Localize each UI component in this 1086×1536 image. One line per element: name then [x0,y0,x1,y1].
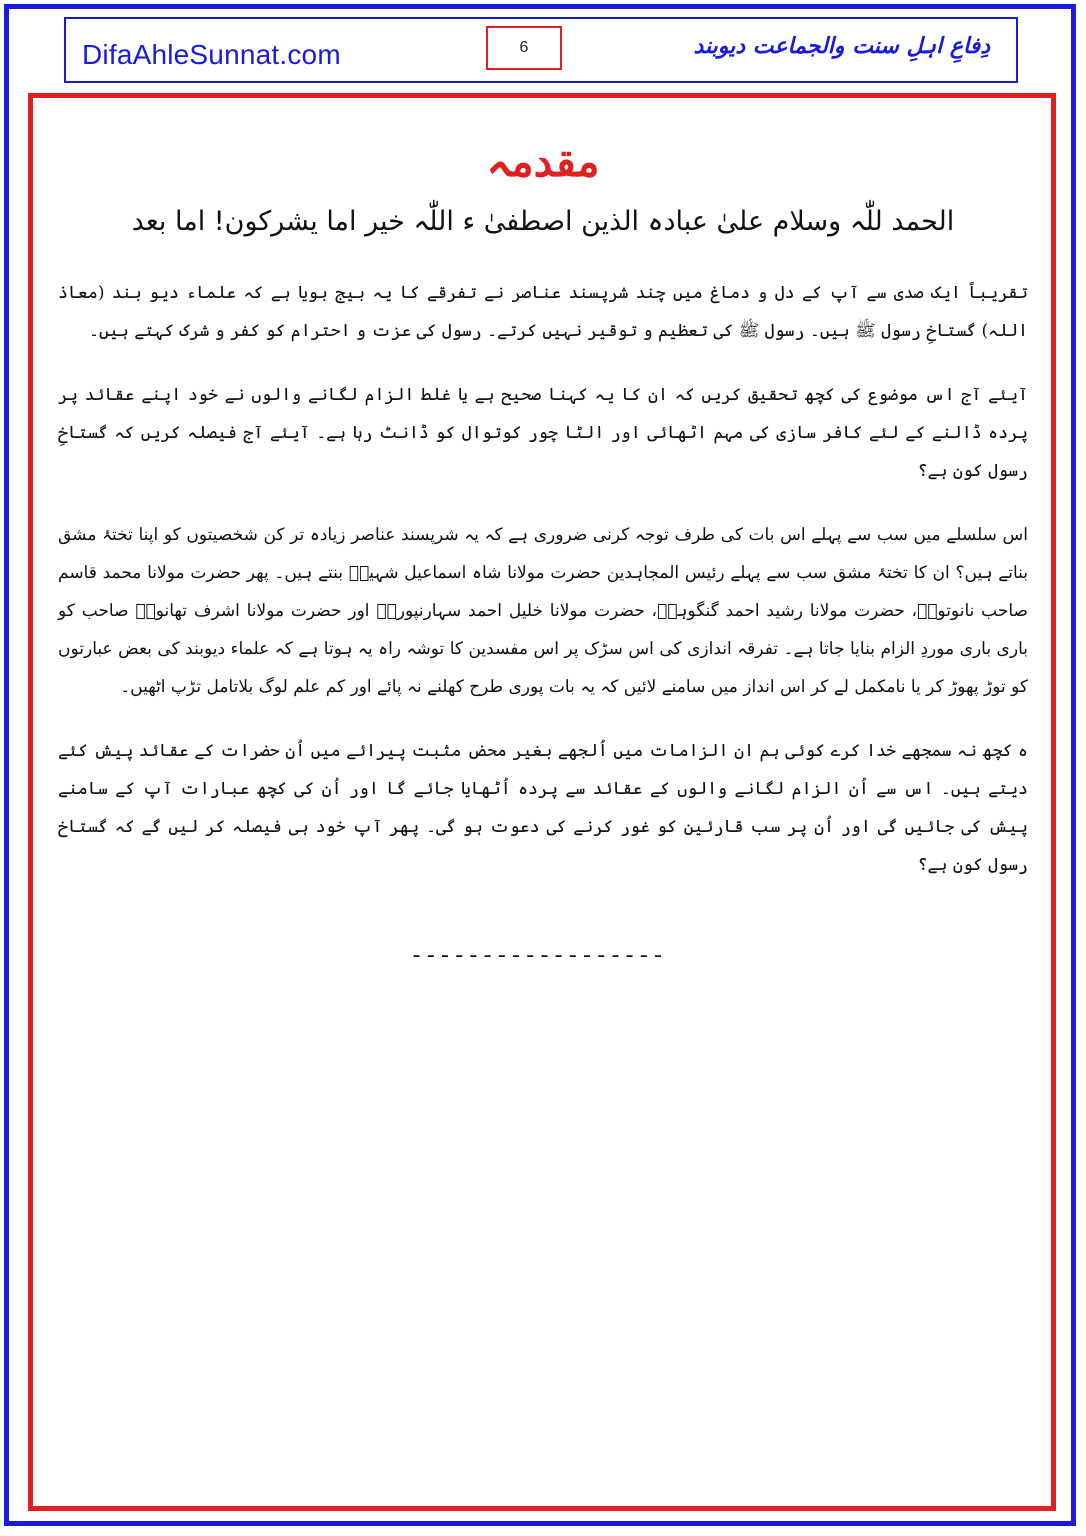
article-body [58,120,1028,910]
paragraph-3: اس سلسلے میں سب سے پہلے اس بات کی طرف توجہ کرنی ضروری ہے کہ یہ شرپسند عناصر زیادہ تر کن شخصیتوں کو اپنا تختۂ مشق بناتے ہیں؟ ان کا تختۂ مشق سب سے پہلے رئیس المجاہدین حضرت مولانا شاہ اسماعیل شہیدؒ بنتے ہیں۔ پھر حضرت مولانا محمد قاسم صاحب نانوتویؒ، حضرت مولانا رشید احمد گنگوہیؒ، حضرت مولانا خلیل احمد سہارنپوریؒ اور حضرت مولانا اشرف تھانویؒ صاحب کو باری باری موردِ الزام بنایا جاتا ہے۔ تفرقہ اندازی کی اس سڑک پر اس مفسدین کا توشہ راہ یہ ہوتا ہے کہ علماء دیوبند کی بعض عبارتوں کو توڑ پھوڑ کر یا نامکمل لے کر اس انداز میں سامنے لائیں کہ یہ بات پوری طرح کھلنے نہ پائے اور کم علم لوگ بلاتامل تڑپ اٹھیں۔ [58,525,1028,697]
paragraph-2: آیئے آج اس موضوع کی کچھ تحقیق کریں کہ ان کا یہ کہنا صحیح ہے یا غلط الزام لگانے والوں نے خود اپنے عقائد پر پردہ ڈالنے کے لئے کافر سازی کی مہم اٹھائی اور الٹا چور کوتوال کو ڈانٹ رہا ہے۔ آیئے آج فیصلہ کریں کہ گستاخِ رسول کون ہے؟ [58,385,1028,481]
paragraph-4: ہ کچھ نہ سمجھے خدا کرے کوئی ہم ان الزامات میں اُلجھے بغیر محض مثبت پیرائے میں اُن حضرات کے عقائد پیش کئے دیتے ہیں۔ اس سے اُن الزام لگانے والوں کے عقائد سے پردہ اُٹھایا جائے گا اور اُن کی کچھ عبارات آپ کے سامنے پیش کی جائیں گی اور اُن پر سب قارئین کو غور کرنے کی دعوت ہو گی۔ پھر آپ خود ہی فیصلہ کر لیں گے کہ گستاخ رسول کون ہے؟ [58,741,1028,875]
paragraph-1: تقریباً ایک صدی سے آپ کے دل و دماغ میں چند شرپسند عناصر نے تفرقے کا یہ بیج بویا ہے کہ علماء دیو بند (معاذ اللہ) گستاخِ رسول ﷺ ہیں۔ رسول ﷺ کی تعظیم و توقیر نہیں کرتے۔ رسول کی عزت و احترام کو کفر و شرک کہتے ہیں۔ [58,283,1028,341]
page-number: 6 [486,26,562,70]
header-title: دِفاعِ اہلِ سنت والجماعت دیوبند [693,33,990,59]
site-url-link[interactable]: DifaAhleSunnat.com [82,39,341,70]
section-divider: ------------------ [410,944,666,969]
page-header [64,17,1018,83]
section-heading: مقدمہ [486,137,600,186]
invocation-line: الحمد للّٰہ وسلام علیٰ عبادہ الذین اصطفیٰ ء اللّٰہ خیر اما یشرکون! اما بعد [131,206,955,237]
